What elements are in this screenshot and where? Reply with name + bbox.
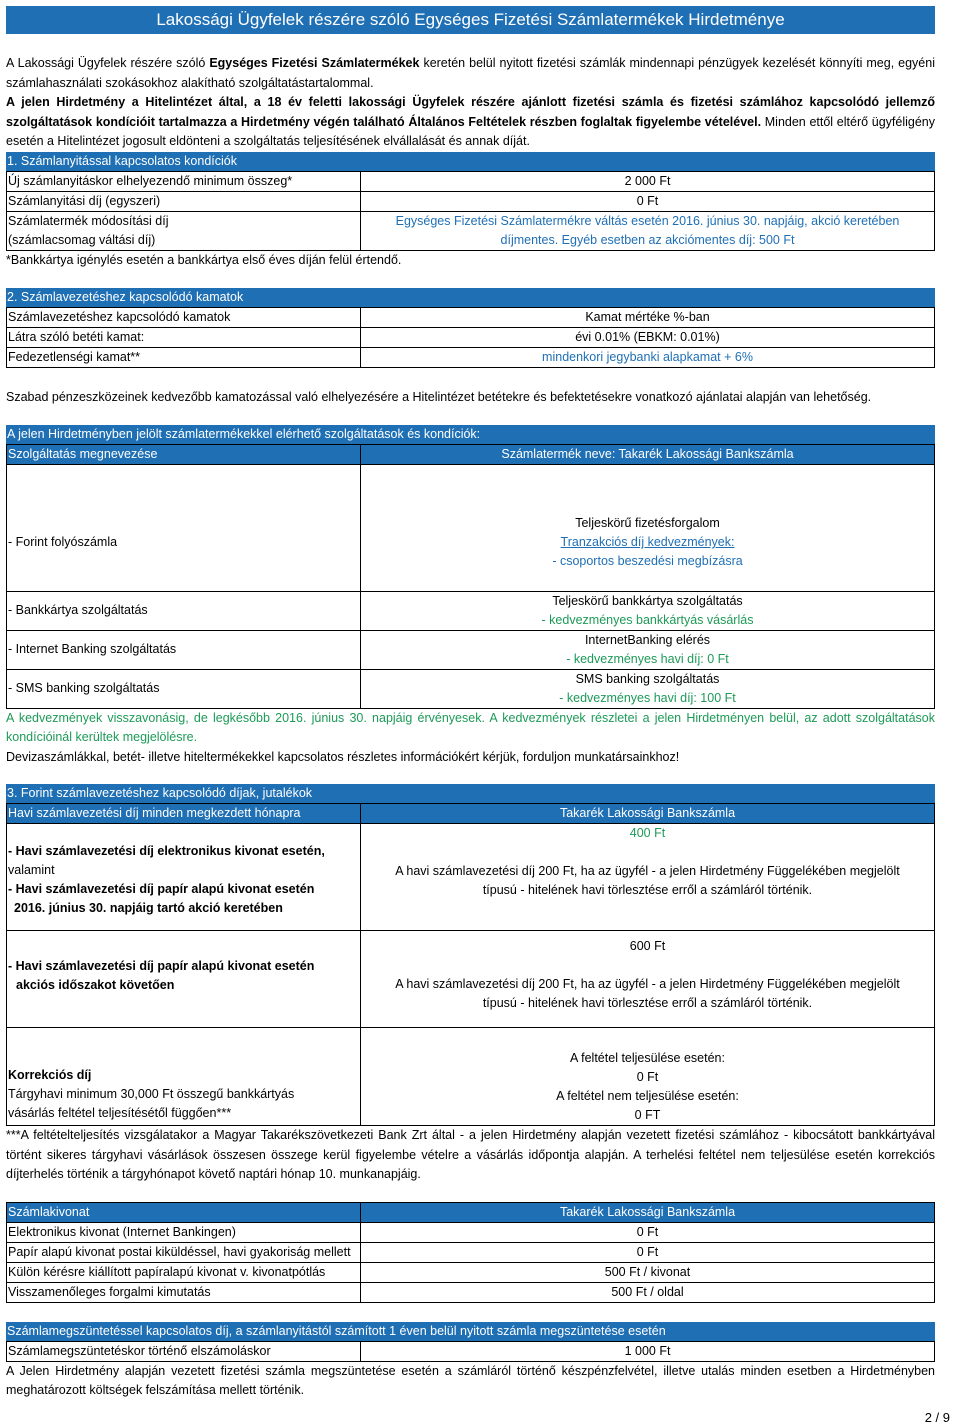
fee-desc-line: A havi számlavezetési díj 200 Ft, ha az ügyfél - a jelen Hirdetmény Függelékében megjelölt [395,977,900,991]
fee-desc-line: A havi számlavezetési díj 200 Ft, ha az ügyfél - a jelen Hirdetmény Függelékében megjelölt [395,864,900,878]
detail-line: Tranzakciós díj kedvezmények: [560,535,735,549]
row-value: évi 0.01% (EBKM: 0.01%) [361,328,935,348]
service-name: - Forint folyószámla [7,464,361,591]
service-detail [361,464,935,591]
section1-header: 1. Számlanyitással kapcsolatos kondíciók [6,152,935,171]
table-row [7,1262,935,1282]
scope-text: Minden ettől eltérő ügyféligény esetén a Hitelintézet jogosult eldönteni a szolgáltatás teljesítésének elvállalását és annak díját. [6,114,935,148]
services-table [6,444,935,709]
table-row [7,1028,935,1126]
fee-label-line: Tárgyhavi minimum 30,000 Ft összegű bankkártyás [8,1087,295,1101]
intro-text-rest: keretén belül nyitott fizetési számlák mindennapi pénzügyek kezelését könnyíti meg, egyéni számlahasználati szokásokhoz alakítható szolgáltatástartalommal. [6,56,935,90]
fee-desc-line: típusú - hitelének havi törlesztése erről a számláról történik. [482,996,813,1010]
document [6,6,935,1401]
document-title: Lakossági Ügyfelek részére szóló Egységes Fizetési Számlatermékek Hirdetménye [6,6,935,34]
row-value: mindenkori jegybanki alapkamat + 6% [361,348,935,368]
discount-validity-note: A kedvezmények visszavonásig, de legkésőbb 2016. június 30. napjáig érvényesek. A kedvezmények részletei a jelen Hirdetményen belül, az adott szolgáltatások kondícióinál kerültek megjelölésre. [6,710,935,744]
table-row [7,1341,935,1361]
fee-value [361,1028,935,1126]
column-header: Takarék Lakossági Bankszámla [361,1202,935,1222]
table-row [7,348,935,368]
account-opening-table [6,171,935,251]
column-header: Számlatermék neve: Takarék Lakossági Bankszámla [361,444,935,464]
detail-line: - kedvezményes havi díj: 100 Ft [559,690,736,705]
fee-value [361,824,935,931]
fee-desc-line: A feltétel teljesülése esetén: [570,1051,725,1065]
column-header: Számlakivonat [7,1202,361,1222]
table-header-row [7,308,935,328]
detail-line: - kedvezményes bankkártyás vásárlás [541,612,754,627]
row-label: Számlanyitási díj (egyszeri) [7,191,361,211]
table-row [7,630,935,669]
foreign-currency-note: Devizaszámlákkal, betét- illetve hiteltermékekkel kapcsolatos részletes információkért kérjük, forduljon munkatársainkhoz! [6,749,680,764]
row-label: Külön kérésre kiállított papíralapú kivonat v. kivonatpótlás [7,1262,361,1282]
service-detail [361,669,935,708]
service-detail [361,591,935,630]
table-row [7,1222,935,1242]
intro-product-name: Egységes Fizetési Számlatermékek [209,56,420,70]
table-row [7,1282,935,1302]
closing-table [6,1341,935,1362]
fee-label [7,824,361,931]
row-value [361,211,935,250]
detail-line: Teljeskörű fizetésforgalom [575,516,720,530]
table-row [7,171,935,191]
fee-label [7,931,361,1028]
detail-line: SMS banking szolgáltatás [575,671,720,686]
fee-value [361,931,935,1028]
row-value: 500 Ft / kivonat [361,1262,935,1282]
table-header-row [7,1202,935,1222]
table-row [7,1242,935,1262]
section3-header: 3. Forint számlavezetéshez kapcsolódó díjak, jutalékok [6,784,935,803]
row-label: Papír alapú kivonat postai kiküldéssel, havi gyakoriság mellett [7,1242,361,1262]
fee-desc-line: A feltétel nem teljesülése esetén: [556,1089,739,1103]
mod-value-line: Egységes Fizetési Számlatermékre váltás esetén 2016. június 30. napjáig, akció keretében [395,213,900,228]
column-header: Számlavezetéshez kapcsolódó kamatok [7,308,361,328]
fee-price: 0 Ft [636,1070,659,1084]
page-number: 2 / 9 [924,1410,950,1425]
row-value: 1 000 Ft [361,1341,935,1361]
fees-table [6,803,935,1126]
correction-fee-note: ***A feltételteljesítés vizsgálatakor a Magyar Takarékszövetkezeti Bank Zrt által - a jelen Hirdetmény alapján vezetett fizetési számlához - kibocsátott bankkártyával történt sikeres tárgyhavi vásárlások összesen összege kerül figyelembe vételre a vásárlás időpontja alapján. A terhelési feltétel nem teljesülése esetén korrekciós díjterhelés történik a tárgyhónapot követő naptári hónap 10. munkanapjáig. [6,1128,935,1181]
row-label: Visszamenőleges forgalmi kimutatás [7,1282,361,1302]
column-header: Takarék Lakossági Bankszámla [361,804,935,824]
fee-label-line: vásárlás feltétel teljesítésétől függően*** [8,1106,232,1120]
fee-label-line: 2016. június 30. napjáig tartó akció keretében [14,901,283,915]
row-label [7,211,361,250]
table-header-row [7,444,935,464]
row-label: Látra szóló betéti kamat: [7,328,361,348]
mod-value-line: díjmentes. Egyéb esetben az akciómentes díj: 500 Ft [500,232,795,247]
table-row [7,211,935,250]
scope-bold-text: A jelen Hirdetmény a Hitelintézet által, a 18 év feletti lakossági Ügyfelek részére ajánlott fizetési számla és fizetési számlához kapcsolódó jellemző szolgáltatások kondícióit tartalmazza a Hirdetmény végén található Általános Feltételek részben foglaltak figyelembe vételével. [6,95,935,129]
row-value: 0 Ft [361,1242,935,1262]
detail-line: InternetBanking elérés [584,632,711,647]
fee-label-line: akciós időszakot követően [16,978,175,992]
service-name: - SMS banking szolgáltatás [7,669,361,708]
fee-price: 400 Ft [629,826,666,840]
section1-note: *Bankkártya igénylés esetén a bankkártya első éves díján felül értendő. [6,252,402,267]
fee-price: 0 FT [634,1108,661,1122]
savings-note: Szabad pénzeszközeinek kedvezőbb kamatozással való elhelyezésére a Hitelintézet betétekre és befektetésekre vonatkozó ajánlatai alapján van lehetőség. [6,390,872,404]
fee-label [7,1028,361,1126]
closing-note: A Jelen Hirdetmény alapján vezetett fizetési számla megszüntetése esetén a számláról történő készpénzfelvétel, illetve utalás minden esetben a Hirdetményben meghatározott költségek felszámítása mellett történik. [6,1363,935,1397]
intro-paragraph [6,54,935,93]
row-value: 0 Ft [361,1222,935,1242]
table-row [7,591,935,630]
table-row [7,191,935,211]
table-row [7,931,935,1028]
fee-label-line: - Havi számlavezetési díj papír alapú kivonat esetén [8,882,315,896]
detail-line: - csoportos beszedési megbízásra [552,554,743,568]
table-row [7,824,935,931]
service-detail [361,630,935,669]
mod-label-line: (számlacsomag váltási díj) [8,232,156,247]
detail-line: Teljeskörű bankkártya szolgáltatás [552,593,743,608]
fee-label-line: - Havi számlavezetési díj elektronikus kivonat esetén, [8,844,325,858]
service-name: - Bankkártya szolgáltatás [7,591,361,630]
row-label: Fedezetlenségi kamat** [7,348,361,368]
row-label: Új számlanyitáskor elhelyezendő minimum összeg* [7,171,361,191]
row-label: Számlamegszüntetéskor történő elszámoláskor [7,1341,361,1361]
table-row [7,669,935,708]
column-header: Szolgáltatás megnevezése [7,444,361,464]
row-value: 500 Ft / oldal [361,1282,935,1302]
column-header: Kamat mértéke %-ban [361,308,935,328]
detail-line: - kedvezményes havi díj: 0 Ft [566,651,729,666]
table-row [7,328,935,348]
column-header: Havi számlavezetési díj minden megkezdett hónapra [7,804,361,824]
row-value: 0 Ft [361,191,935,211]
fee-label-line: Korrekciós díj [8,1068,92,1082]
row-value: 2 000 Ft [361,171,935,191]
mod-label-line: Számlatermék módosítási díj [8,213,169,228]
fee-label-line: valamint [8,863,55,877]
scope-paragraph [6,93,935,152]
table-row [7,464,935,591]
fee-desc-line: típusú - hitelének havi törlesztése erről a számláról történik. [482,883,813,897]
intro-text: A Lakossági Ügyfelek részére szóló [6,56,210,70]
fee-label-line: - Havi számlavezetési díj papír alapú kivonat esetén [8,959,315,973]
services-header: A jelen Hirdetményben jelölt számlatermékekkel elérhető szolgáltatások és kondíciók: [6,425,935,444]
closing-header: Számlamegszüntetéssel kapcsolatos díj, a számlanyitástól számított 1 éven belül nyitott számla megszüntetése esetén [6,1322,935,1341]
section2-header: 2. Számlavezetéshez kapcsolódó kamatok [6,288,935,307]
row-label: Elektronikus kivonat (Internet Bankingen) [7,1222,361,1242]
table-header-row [7,804,935,824]
service-name: - Internet Banking szolgáltatás [7,630,361,669]
fee-price: 600 Ft [629,939,666,953]
statements-table [6,1202,935,1303]
interest-table [6,307,935,368]
